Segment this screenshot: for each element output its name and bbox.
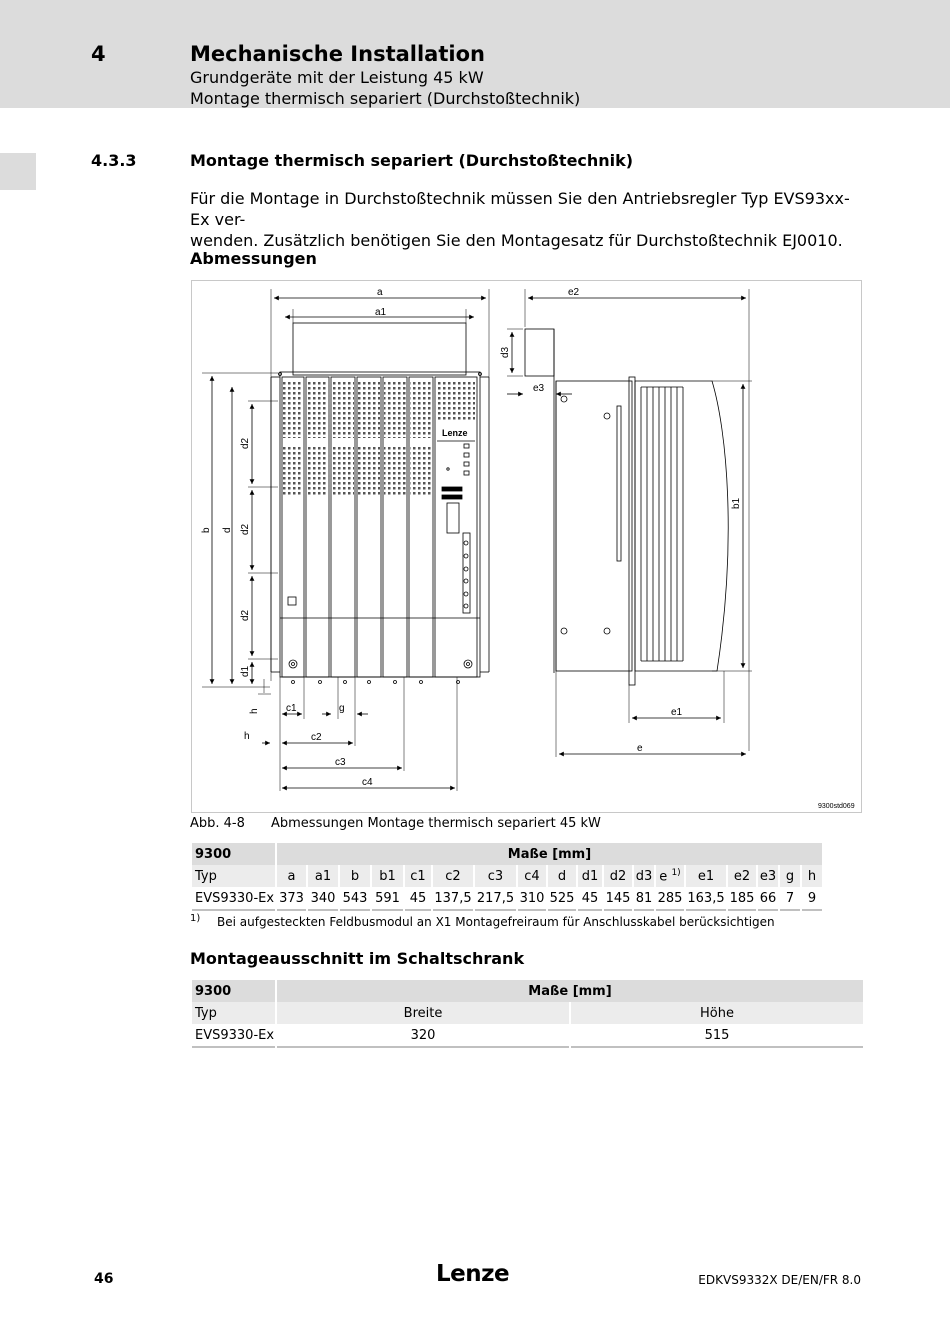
dim-b-label: b bbox=[201, 527, 212, 533]
cutout-table bbox=[190, 980, 865, 1048]
dimension-drawing bbox=[191, 280, 862, 813]
table1-group-header: Maße [mm] bbox=[277, 843, 822, 865]
dim-h-label-vertical: h bbox=[249, 708, 260, 714]
table1-type-label: Typ bbox=[192, 865, 275, 887]
dimensions-table bbox=[190, 843, 824, 911]
table1-col-b1: b1 bbox=[372, 865, 403, 887]
table1-col-g: g bbox=[780, 865, 800, 887]
table1-col-e1: e1 bbox=[686, 865, 726, 887]
table1-row-type: EVS9330-Ex bbox=[192, 887, 275, 911]
dim-c3-label: c3 bbox=[335, 757, 346, 768]
table1-cell: 310 bbox=[518, 887, 546, 911]
table1-col-b: b bbox=[340, 865, 370, 887]
table1-cell: 163,5 bbox=[686, 887, 726, 911]
table1-col-a1: a1 bbox=[308, 865, 338, 887]
dim-b1-label: b1 bbox=[731, 497, 742, 509]
table1-col-c4: c4 bbox=[518, 865, 546, 887]
figure-caption-text: Abmessungen Montage thermisch separiert 45 kW bbox=[271, 816, 601, 831]
table2-cell: 515 bbox=[571, 1024, 863, 1048]
dim-d-label: d bbox=[222, 527, 233, 533]
figure-code: 9300std069 bbox=[818, 803, 855, 810]
table1-cell: 137,5 bbox=[433, 887, 473, 911]
dim-d1-label: d1 bbox=[240, 665, 251, 677]
table1-cell: 185 bbox=[728, 887, 756, 911]
table1-col-a: a bbox=[277, 865, 306, 887]
table1-cell: 45 bbox=[405, 887, 431, 911]
table1-col-e: e $^{1)}$ bbox=[656, 865, 684, 887]
dim-e-label: e bbox=[637, 743, 643, 754]
table1-cell: 45 bbox=[578, 887, 602, 911]
lenze-logo: Lenze bbox=[436, 1261, 510, 1287]
table2-group-header: Maße [mm] bbox=[277, 980, 863, 1002]
front-dimensions bbox=[201, 287, 489, 791]
table2-col-height: Höhe bbox=[571, 1002, 863, 1024]
table1-col-c1: c1 bbox=[405, 865, 431, 887]
table1-cell: 217,5 bbox=[475, 887, 516, 911]
page-number: 46 bbox=[94, 1271, 114, 1287]
chapter-subtitle-1: Grundgeräte mit der Leistung 45 kW bbox=[190, 68, 484, 87]
dim-d2-label-1: d2 bbox=[240, 437, 251, 449]
document-reference: EDKVS9332X DE/EN/FR 8.0 bbox=[698, 1273, 861, 1287]
dim-h-label: h bbox=[244, 731, 250, 742]
side-view bbox=[525, 329, 728, 685]
dim-a-label: a bbox=[377, 287, 383, 298]
intro-paragraph bbox=[190, 188, 862, 251]
table1-cell: 285 bbox=[656, 887, 684, 911]
table1-col-e2: e2 bbox=[728, 865, 756, 887]
table1-col-d2: d2 bbox=[604, 865, 632, 887]
dim-c1-label: c1 bbox=[286, 703, 297, 714]
table1-col-d3: d3 bbox=[634, 865, 654, 887]
dim-d3-label: d3 bbox=[500, 346, 511, 358]
dim-c4-label: c4 bbox=[362, 777, 373, 788]
chapter-tab-marker bbox=[0, 153, 36, 190]
table1-cell: 145 bbox=[604, 887, 632, 911]
table1-col-e3: e3 bbox=[758, 865, 778, 887]
footnote-text: Bei aufgesteckten Feldbusmodul an X1 Montagefreiraum für Anschlusskabel berücksichtigen bbox=[217, 915, 775, 929]
chapter-subtitle-2: Montage thermisch separiert (Durchstoßtechnik) bbox=[190, 89, 581, 108]
dim-e2-label: e2 bbox=[568, 287, 580, 298]
table2-col-width: Breite bbox=[277, 1002, 569, 1024]
footnote-mark: 1) bbox=[190, 913, 201, 924]
table1-col-h: h bbox=[802, 865, 822, 887]
intro-line-2: wenden. Zusätzlich benötigen Sie den Montagesatz für Durchstoßtechnik EJ0010. bbox=[190, 231, 843, 250]
table2-type-label: Typ bbox=[192, 1002, 275, 1024]
dim-e1-label: e1 bbox=[671, 707, 683, 718]
table1-cell: 373 bbox=[277, 887, 306, 911]
table1-cell: 7 bbox=[780, 887, 800, 911]
dim-g-label: g bbox=[339, 703, 345, 714]
table-row bbox=[192, 1024, 863, 1048]
table-row bbox=[192, 887, 822, 911]
dim-d2-label-2: d2 bbox=[240, 523, 251, 535]
dim-c2-label: c2 bbox=[311, 732, 322, 743]
table2-row-type: EVS9330-Ex bbox=[192, 1024, 275, 1048]
table2-series: 9300 bbox=[192, 980, 275, 1002]
table1-cell: 543 bbox=[340, 887, 370, 911]
chapter-title: Mechanische Installation bbox=[190, 42, 485, 66]
table1-cell: 340 bbox=[308, 887, 338, 911]
table1-col-c2: c2 bbox=[433, 865, 473, 887]
figure-caption-number: Abb. 4-8 bbox=[190, 816, 245, 831]
table1-cell: 81 bbox=[634, 887, 654, 911]
side-dimensions bbox=[500, 287, 752, 757]
table1-col-c3: c3 bbox=[475, 865, 516, 887]
intro-line-1: Für die Montage in Durchstoßtechnik müssen Sie den Antriebsregler Typ EVS93xx-Ex ver- bbox=[190, 189, 850, 229]
table1-cell: 591 bbox=[372, 887, 403, 911]
section-number: 4.3.3 bbox=[91, 151, 137, 170]
table1-series: 9300 bbox=[192, 843, 275, 865]
drawing-brand-label: Lenze bbox=[442, 428, 468, 438]
dim-d2-label-3: d2 bbox=[240, 609, 251, 621]
dim-e3-label: e3 bbox=[533, 383, 545, 394]
table1-cell: 66 bbox=[758, 887, 778, 911]
table1-col-d1: d1 bbox=[578, 865, 602, 887]
dim-a1-label: a1 bbox=[375, 307, 387, 318]
front-view bbox=[271, 323, 489, 684]
table1-cell: 9 bbox=[802, 887, 822, 911]
chapter-number: 4 bbox=[91, 42, 106, 66]
dimensions-heading: Abmessungen bbox=[190, 249, 317, 268]
cutout-heading: Montageausschnitt im Schaltschrank bbox=[190, 949, 525, 968]
table1-col-d: d bbox=[548, 865, 576, 887]
table1-cell: 525 bbox=[548, 887, 576, 911]
section-title: Montage thermisch separiert (Durchstoßtechnik) bbox=[190, 151, 634, 170]
table2-cell: 320 bbox=[277, 1024, 569, 1048]
